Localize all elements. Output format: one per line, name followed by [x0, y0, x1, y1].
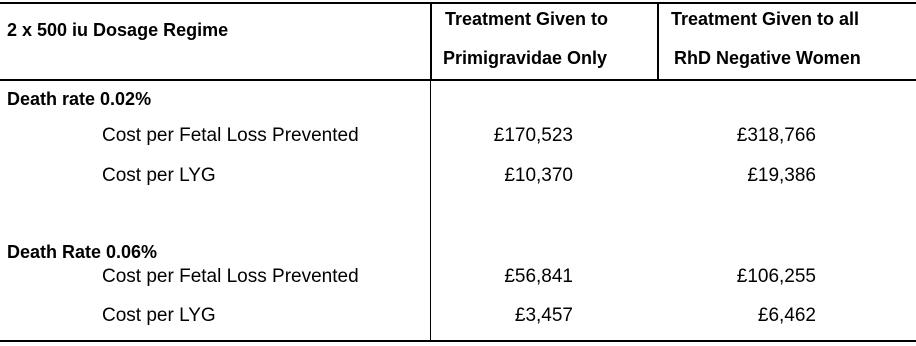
column-divider-2	[657, 2, 659, 81]
row-label: Cost per Fetal Loss Prevented	[102, 266, 359, 287]
cell-primigravidae: £170,523	[493, 125, 573, 146]
cell-all-rhd-negative: £106,255	[736, 266, 816, 287]
row-label: Cost per LYG	[102, 165, 216, 186]
cell-all-rhd-negative: £318,766	[736, 125, 816, 146]
cell-all-rhd-negative: £6,462	[757, 305, 816, 326]
header-regime: 2 x 500 iu Dosage Regime	[7, 20, 229, 40]
table-bottom-border	[0, 340, 916, 342]
cell-primigravidae: £10,370	[504, 165, 573, 186]
cell-all-rhd-negative: £19,386	[747, 165, 816, 186]
row-label: Cost per Fetal Loss Prevented	[102, 125, 359, 146]
section-title: Death rate 0.02%	[7, 89, 152, 109]
header-col2-line2: RhD Negative Women	[674, 48, 861, 68]
column-divider-3	[430, 81, 431, 340]
section-title: Death Rate 0.06%	[7, 242, 158, 262]
column-divider-1	[430, 2, 432, 81]
cell-primigravidae: £3,457	[514, 305, 573, 326]
header-col1-line1: Treatment Given to	[445, 9, 609, 29]
cell-primigravidae: £56,841	[504, 266, 573, 287]
header-bottom-border	[0, 79, 916, 81]
header-col1-line2: Primigravidae Only	[443, 48, 608, 68]
table-top-border	[0, 2, 916, 4]
header-col2-line1: Treatment Given to all	[671, 9, 860, 29]
row-label: Cost per LYG	[102, 305, 216, 326]
